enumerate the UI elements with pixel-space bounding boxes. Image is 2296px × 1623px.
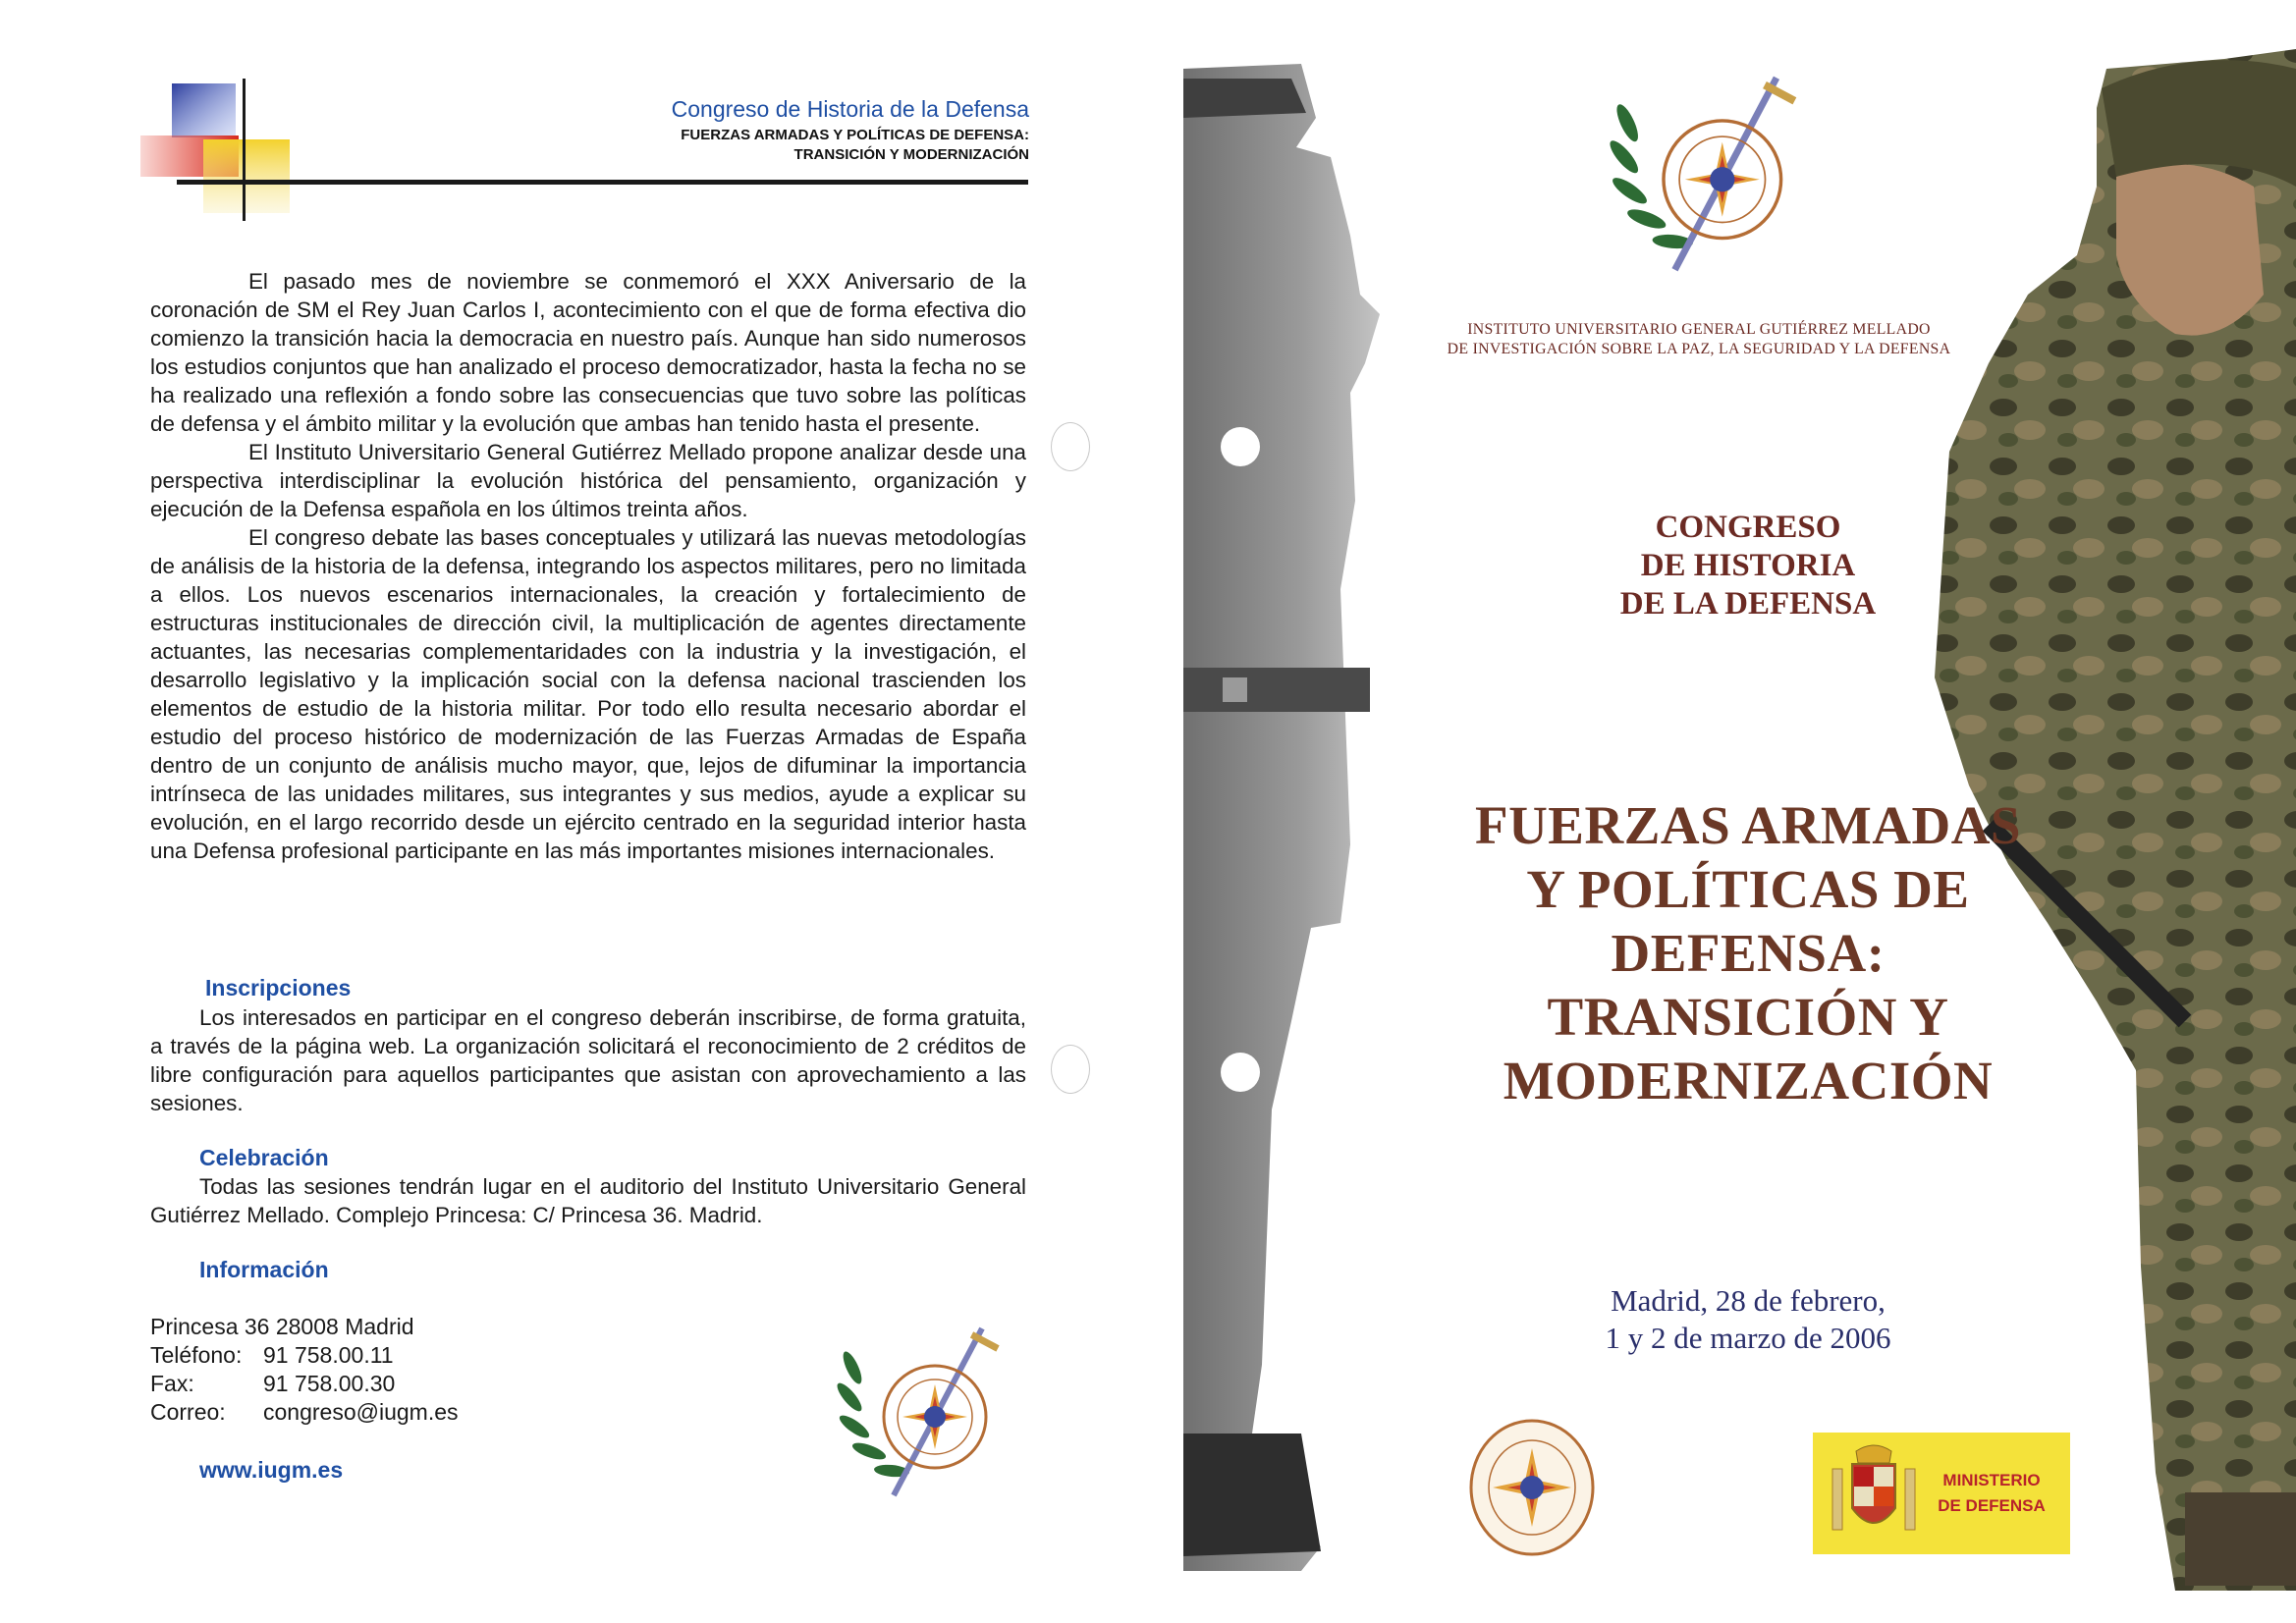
institute-name	[1385, 320, 2013, 359]
spanish-coat-of-arms-icon	[1825, 1439, 1923, 1547]
header-subtitle	[681, 126, 1029, 165]
email-link[interactable]: congreso@iugm.es	[263, 1399, 459, 1425]
fax-label: Fax:	[150, 1371, 194, 1396]
institute-emblem-icon	[825, 1314, 1021, 1510]
celebracion-text: Todas las sesiones tendrán lugar en el auditorio del Instituto Universitario General Gutiérrez Mellado. Complejo Princesa: C/ Princesa 36. Madrid.	[150, 1174, 1026, 1227]
contact-address: Princesa 36 28008 Madrid	[150, 1314, 414, 1339]
inscripciones-heading: Inscripciones	[205, 975, 352, 1001]
cover-title-line1: FUERZAS ARMADAS	[1474, 795, 2022, 855]
header-rule	[177, 180, 1028, 185]
email-label: Correo:	[150, 1399, 226, 1425]
event-dates-line2: 1 y 2 de marzo de 2006	[1605, 1321, 1891, 1355]
cover-title	[1434, 793, 2062, 1112]
celebracion-heading: Celebración	[199, 1145, 329, 1170]
header-subtitle-line1: FUERZAS ARMADAS Y POLÍTICAS DE DEFENSA:	[681, 127, 1029, 143]
intro-paragraph-3: El congreso debate las bases conceptuales y utilizará las nuevas metodologías de análisis de la historia de la defensa, integrando los aspectos militares, pero no limitada a ellos. Los nuevos escenarios internacionales, la creación y fortalecimiento de estructuras institucionales de dirección civil, la multiplicación de agentes directamente actuantes, las necesarias complementaridades con la industria y la investigación, el desarrollo legislativo y la implicación social con la defensa nacional trascienden los elementos de estudio de la historia militar. Por todo ello resulta necesario abordar el estudio del proceso histórico de modernización de las Fuerzas Armadas de España dentro de un conjunto de análisis mucho mayor, que, lejos de difuminar la importancia intrínseca de las unidades militares, sus integrantes y sus medios, ayude a explicar su evolución, en el largo recorrido desde un ejército centrado en la seguridad interior hasta una Defensa profesional participante en las más importantes misiones internacionales.	[150, 525, 1026, 863]
intro-paragraph-2: El Instituto Universitario General Gutiérrez Mellado propone analizar desde una perspectiva interdisciplinar la evolución histórica del pensamiento, organización y ejecución de la Defensa española en los últimos treinta años.	[150, 440, 1026, 521]
cover-title-line2: Y POLÍTICAS DE	[1526, 859, 1970, 919]
ceremonial-guard-photo	[1183, 39, 1414, 1591]
header-title: Congreso de Historia de la Defensa	[671, 96, 1029, 122]
intro-text	[150, 267, 1026, 865]
header-subtitle-line2: TRANSICIÓN Y MODERNIZACIÓN	[793, 146, 1029, 163]
institute-emblem-large-icon	[1596, 61, 1822, 287]
ministry-name-line1: MINISTERIO	[1942, 1471, 2041, 1489]
event-dates-line1: Madrid, 28 de febrero,	[1611, 1283, 1886, 1318]
institute-name-line2: DE INVESTIGACIÓN SOBRE LA PAZ, LA SEGURIDAD Y LA DEFENSA	[1447, 341, 1951, 357]
contact-email-row	[150, 1398, 641, 1427]
phone-label: Teléfono:	[150, 1342, 243, 1368]
institute-name-line1: INSTITUTO UNIVERSITARIO GENERAL GUTIÉRREZ MELLADO	[1467, 321, 1931, 338]
ministry-name	[1928, 1468, 2055, 1519]
punch-hole-bottom	[1051, 1045, 1090, 1094]
congress-corner-logo	[133, 79, 309, 226]
congress-name	[1532, 509, 1964, 623]
contact-block	[150, 1313, 641, 1427]
phone-value: 91 758.00.11	[263, 1342, 394, 1368]
event-dates	[1532, 1282, 1964, 1357]
institute-seal-icon	[1463, 1414, 1601, 1561]
congress-name-line3: DE LA DEFENSA	[1619, 586, 1877, 622]
website-link[interactable]: www.iugm.es	[199, 1457, 344, 1483]
intro-paragraph-1: El pasado mes de noviembre se conmemoró el XXX Aniversario de la coronación de SM el Rey Juan Carlos I, acontecimiento con el que de forma efectiva dio comienzo la transición hacia la democracia en nuestro país. Aunque han sido numerosos los estudios conjuntos que han analizado el proceso democratizador, hasta la fecha no se ha realizado una reflexión a fondo sobre las consecuencias que tuvo sobre las políticas de defensa y el ámbito militar y la evolución que ambas han tenido hasta el presente.	[150, 269, 1026, 436]
ministry-name-line2: DE DEFENSA	[1938, 1496, 2046, 1515]
congress-name-line2: DE HISTORIA	[1640, 548, 1856, 583]
inscripciones-text: Los interesados en participar en el congreso deberán inscribirse, de forma gratuita, a través de la página web. La organización solicitará el reconocimiento de 2 créditos de libre configuración para aquellos participantes que asistan con aprovechamiento a las sesiones.	[150, 1005, 1026, 1115]
informacion-heading: Información	[199, 1257, 329, 1282]
cover-title-line3: DEFENSA:	[1611, 923, 1886, 983]
cover-title-line4: TRANSICIÓN Y	[1547, 987, 1949, 1047]
contact-fax-row	[150, 1370, 641, 1398]
fax-value: 91 758.00.30	[263, 1371, 396, 1396]
contact-phone-row	[150, 1341, 641, 1370]
punch-hole-top	[1051, 422, 1090, 471]
congress-name-line1: CONGRESO	[1655, 510, 1841, 545]
cover-title-line5: MODERNIZACIÓN	[1503, 1051, 1994, 1110]
